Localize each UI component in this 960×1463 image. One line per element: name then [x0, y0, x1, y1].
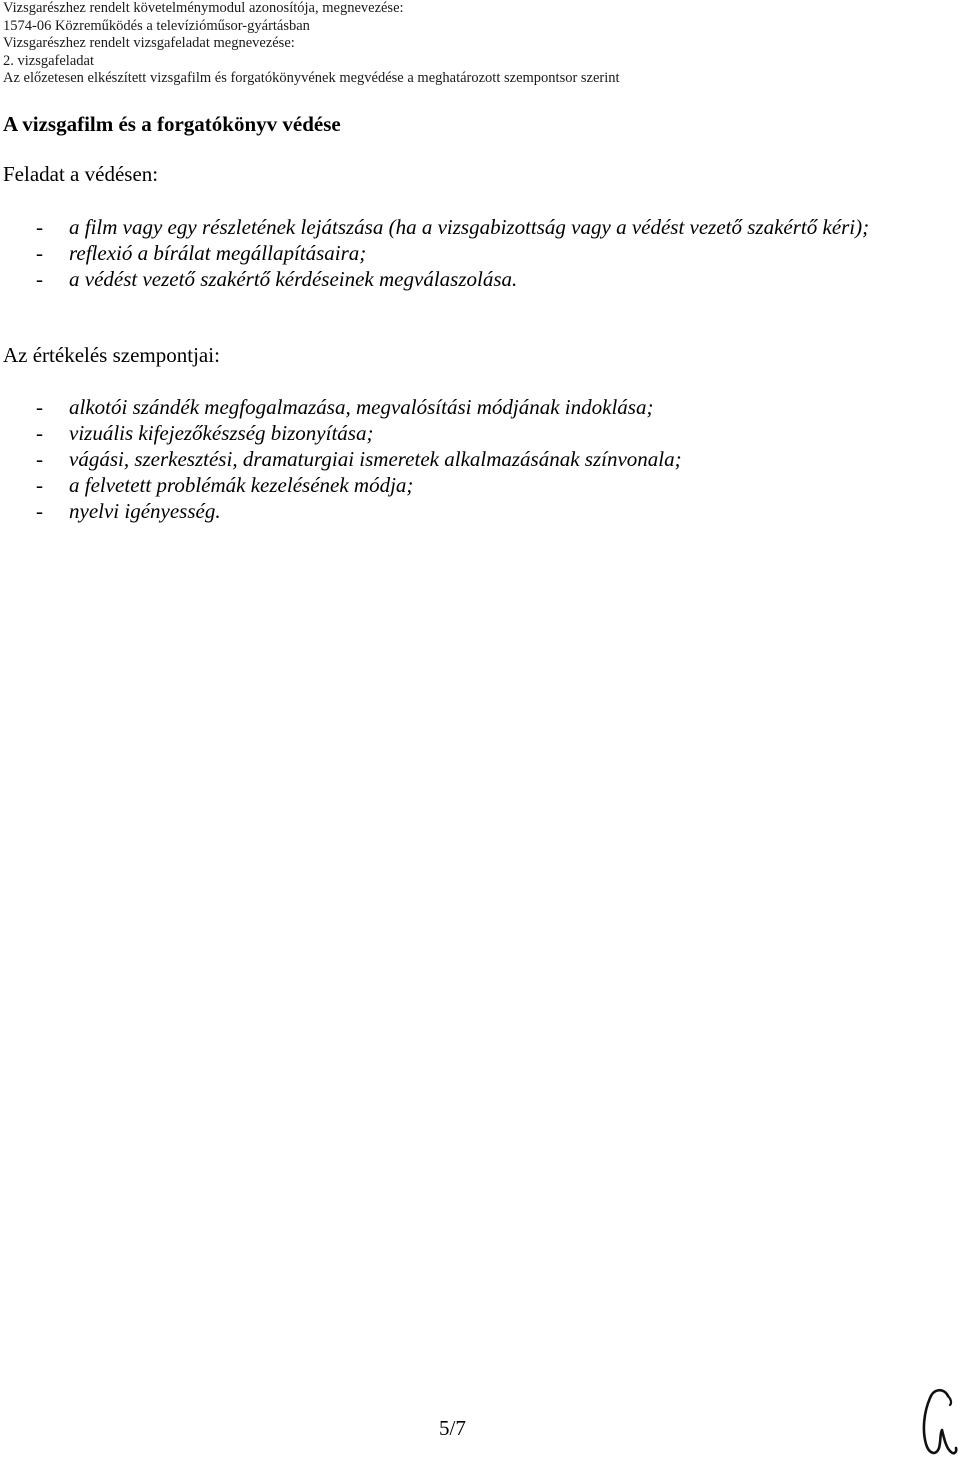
header-line: Vizsgarészhez rendelt vizsgafeladat megnevezése: [3, 35, 295, 52]
list-item [0, 214, 929, 240]
list-item-text: vizuális kifejezőkészség bizonyítása; [69, 421, 374, 445]
list-marker: - [36, 499, 43, 523]
header-line: Az előzetesen elkészített vizsgafilm és forgatókönyvének megvédése a meghatározott szempontsor szerint [3, 70, 620, 87]
list-marker: - [36, 241, 43, 265]
list-item-text: alkotói szándék megfogalmazása, megvalósítási módjának indoklása; [69, 395, 654, 419]
task-list [0, 214, 929, 292]
list-item-text: a felvetett problémák kezelésének módja; [69, 473, 414, 497]
header-line: 1574-06 Közreműködés a televízióműsor-gyártásban [3, 17, 310, 34]
list-item [0, 394, 929, 420]
page-number: 5/7 [439, 1416, 466, 1440]
header-line: Vizsgarészhez rendelt követelménymodul azonosítója, megnevezése: [3, 0, 404, 16]
list-marker: - [36, 421, 43, 445]
list-item [0, 446, 929, 472]
list-marker: - [36, 447, 43, 471]
list-item-text: a védést vezető szakértő kérdéseinek megválaszolása. [69, 267, 518, 291]
criteria-section-label: Az értékelés szempontjai: [3, 343, 220, 367]
list-item [0, 420, 929, 446]
list-item-text: a film vagy egy részletének lejátszása (ha a vizsgabizottság vagy a védést vezető szakértő kéri); [69, 215, 870, 239]
list-item [0, 240, 929, 266]
list-item [0, 498, 929, 524]
list-marker: - [36, 395, 43, 419]
list-marker: - [36, 473, 43, 497]
list-item [0, 266, 929, 292]
task-section-label: Feladat a védésen: [3, 162, 159, 186]
signature-mark [918, 1386, 958, 1460]
list-item [0, 472, 929, 498]
list-marker: - [36, 267, 43, 291]
list-marker: - [36, 215, 43, 239]
document-header [3, 0, 620, 88]
list-item-text: vágási, szerkesztési, dramaturgiai ismeretek alkalmazásának színvonala; [69, 447, 682, 471]
list-item-text: reflexió a bírálat megállapításaira; [69, 241, 367, 265]
header-line: 2. vizsgafeladat [3, 52, 94, 69]
list-item-text: nyelvi igényesség. [69, 499, 221, 523]
page-title: A vizsgafilm és a forgatókönyv védése [3, 112, 341, 136]
criteria-list [0, 394, 929, 524]
